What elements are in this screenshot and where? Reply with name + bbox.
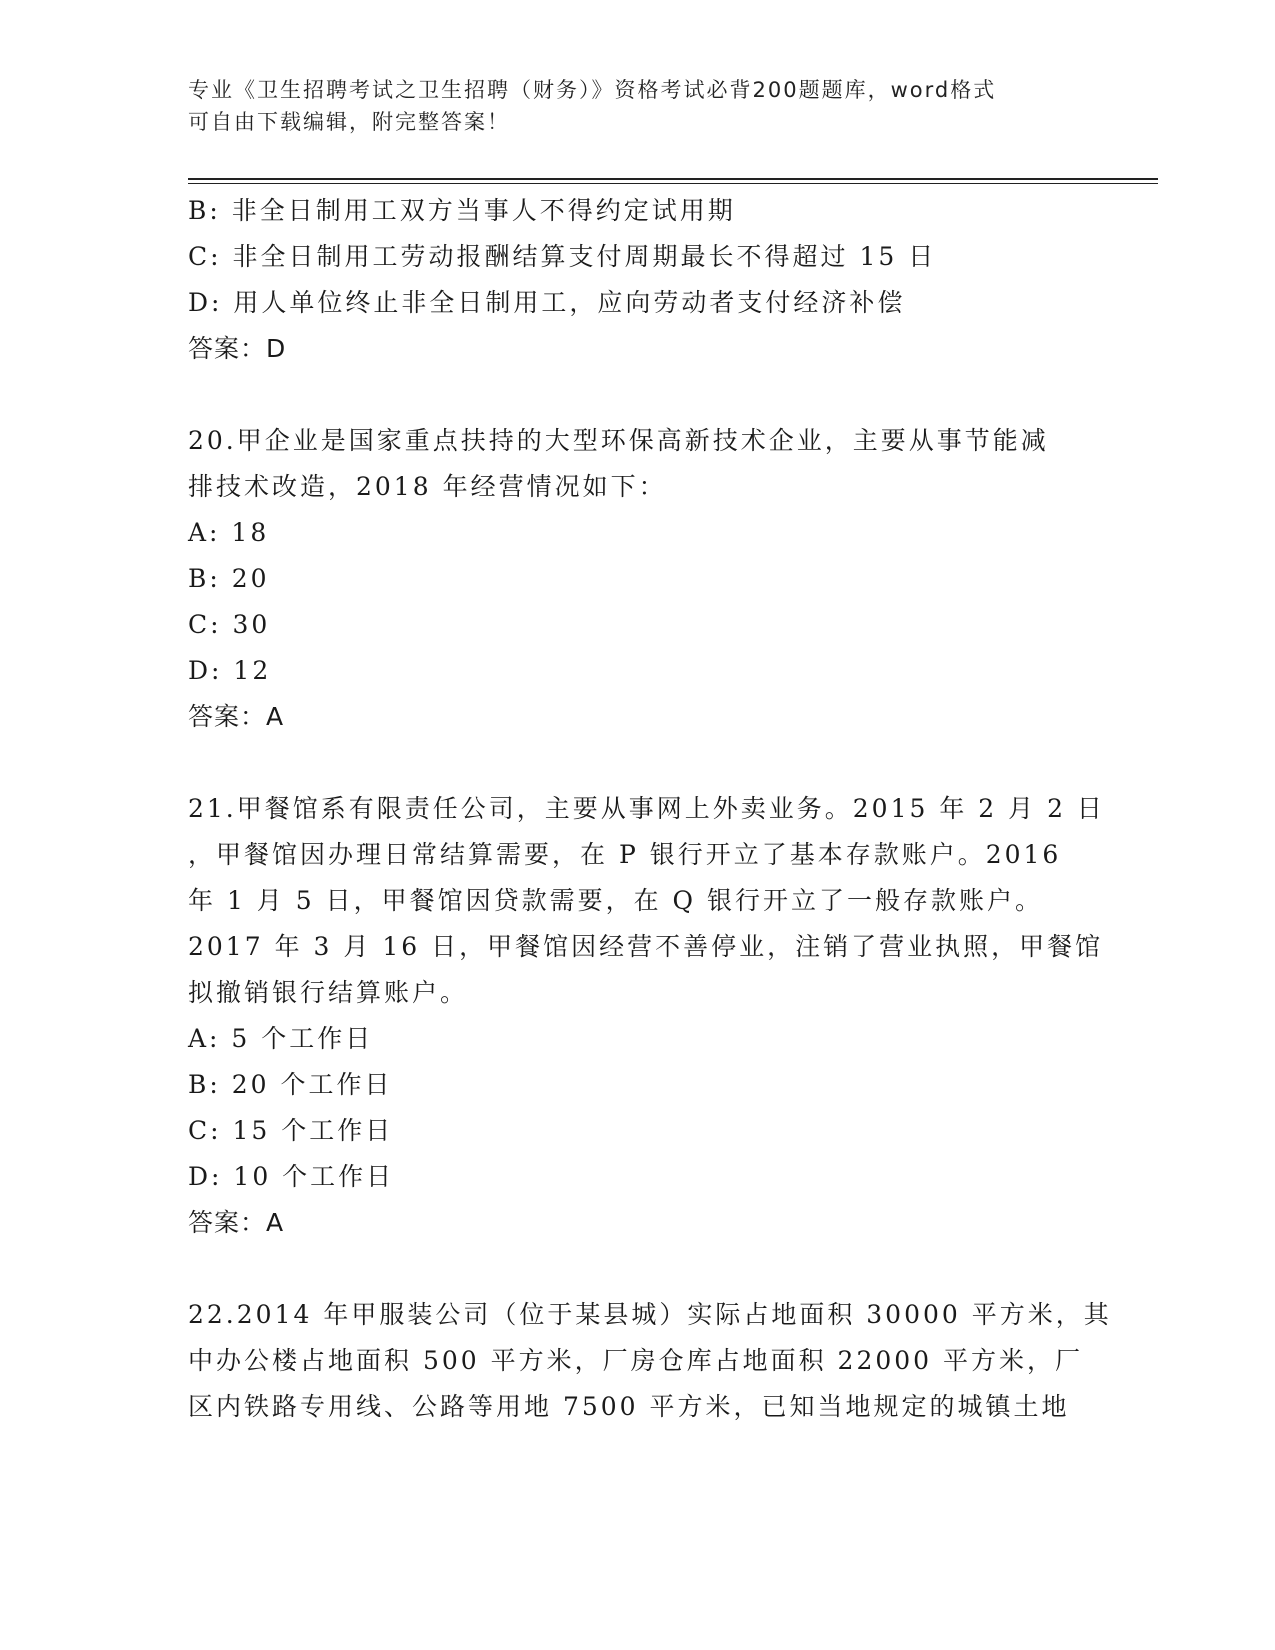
option-b: B: 20 bbox=[188, 564, 270, 593]
question-stem: 年 1 月 5 日，甲餐馆因贷款需要，在 Q 银行开立了一般存款账户。 bbox=[188, 886, 1043, 915]
question-21 bbox=[188, 786, 1105, 1246]
document-body bbox=[188, 188, 1112, 1430]
question-stem: 2017 年 3 月 16 日，甲餐馆因经营不善停业，注销了营业执照，甲餐馆 bbox=[188, 932, 1104, 961]
option-a: A: 5 个工作日 bbox=[188, 1024, 374, 1053]
question-19-fragment bbox=[188, 188, 1088, 372]
question-stem: 22.2014 年甲服装公司（位于某县城）实际占地面积 30000 平方米，其 bbox=[188, 1300, 1112, 1329]
spacer bbox=[188, 740, 1088, 786]
option-d: D: 用人单位终止非全日制用工，应向劳动者支付经济补偿 bbox=[188, 288, 906, 317]
question-22 bbox=[188, 1292, 1112, 1430]
question-stem: 21.甲餐馆系有限责任公司，主要从事网上外卖业务。2015 年 2 月 2 日 bbox=[188, 794, 1105, 823]
question-stem: 区内铁路专用线、公路等用地 7500 平方米，已知当地规定的城镇土地 bbox=[188, 1392, 1070, 1421]
option-c: C: 15 个工作日 bbox=[188, 1116, 394, 1145]
question-stem: 20.甲企业是国家重点扶持的大型环保高新技术企业，主要从事节能减 bbox=[188, 426, 1049, 455]
option-d: D: 12 bbox=[188, 656, 272, 685]
header-line: 专业《卫生招聘考试之卫生招聘（财务）》资格考试必背200题题库，word格式 bbox=[188, 78, 997, 102]
question-stem: 拟撤销银行结算账户。 bbox=[188, 978, 469, 1007]
header-rule-thin bbox=[188, 183, 1158, 184]
question-20 bbox=[188, 418, 1088, 740]
question-stem: ，甲餐馆因办理日常结算需要，在 P 银行开立了基本存款账户。2016 bbox=[188, 840, 1062, 869]
option-b: B: 非全日制用工双方当事人不得约定试用期 bbox=[188, 196, 736, 225]
document-header bbox=[188, 74, 1088, 138]
spacer bbox=[188, 1246, 1088, 1292]
answer: 答案：D bbox=[188, 334, 287, 363]
answer: 答案：A bbox=[188, 702, 285, 731]
option-b: B: 20 个工作日 bbox=[188, 1070, 393, 1099]
question-stem: 中办公楼占地面积 500 平方米，厂房仓库占地面积 22000 平方米，厂 bbox=[188, 1346, 1084, 1375]
option-c: C: 30 bbox=[188, 610, 271, 639]
option-d: D: 10 个工作日 bbox=[188, 1162, 395, 1191]
question-stem: 排技术改造，2018 年经营情况如下： bbox=[188, 472, 667, 501]
option-c: C: 非全日制用工劳动报酬结算支付周期最长不得超过 15 日 bbox=[188, 242, 937, 271]
header-line: 可自由下载编辑，附完整答案！ bbox=[188, 110, 510, 134]
option-a: A: 18 bbox=[188, 518, 270, 547]
spacer bbox=[188, 372, 1088, 418]
header-rule bbox=[188, 178, 1158, 180]
answer: 答案：A bbox=[188, 1208, 285, 1237]
